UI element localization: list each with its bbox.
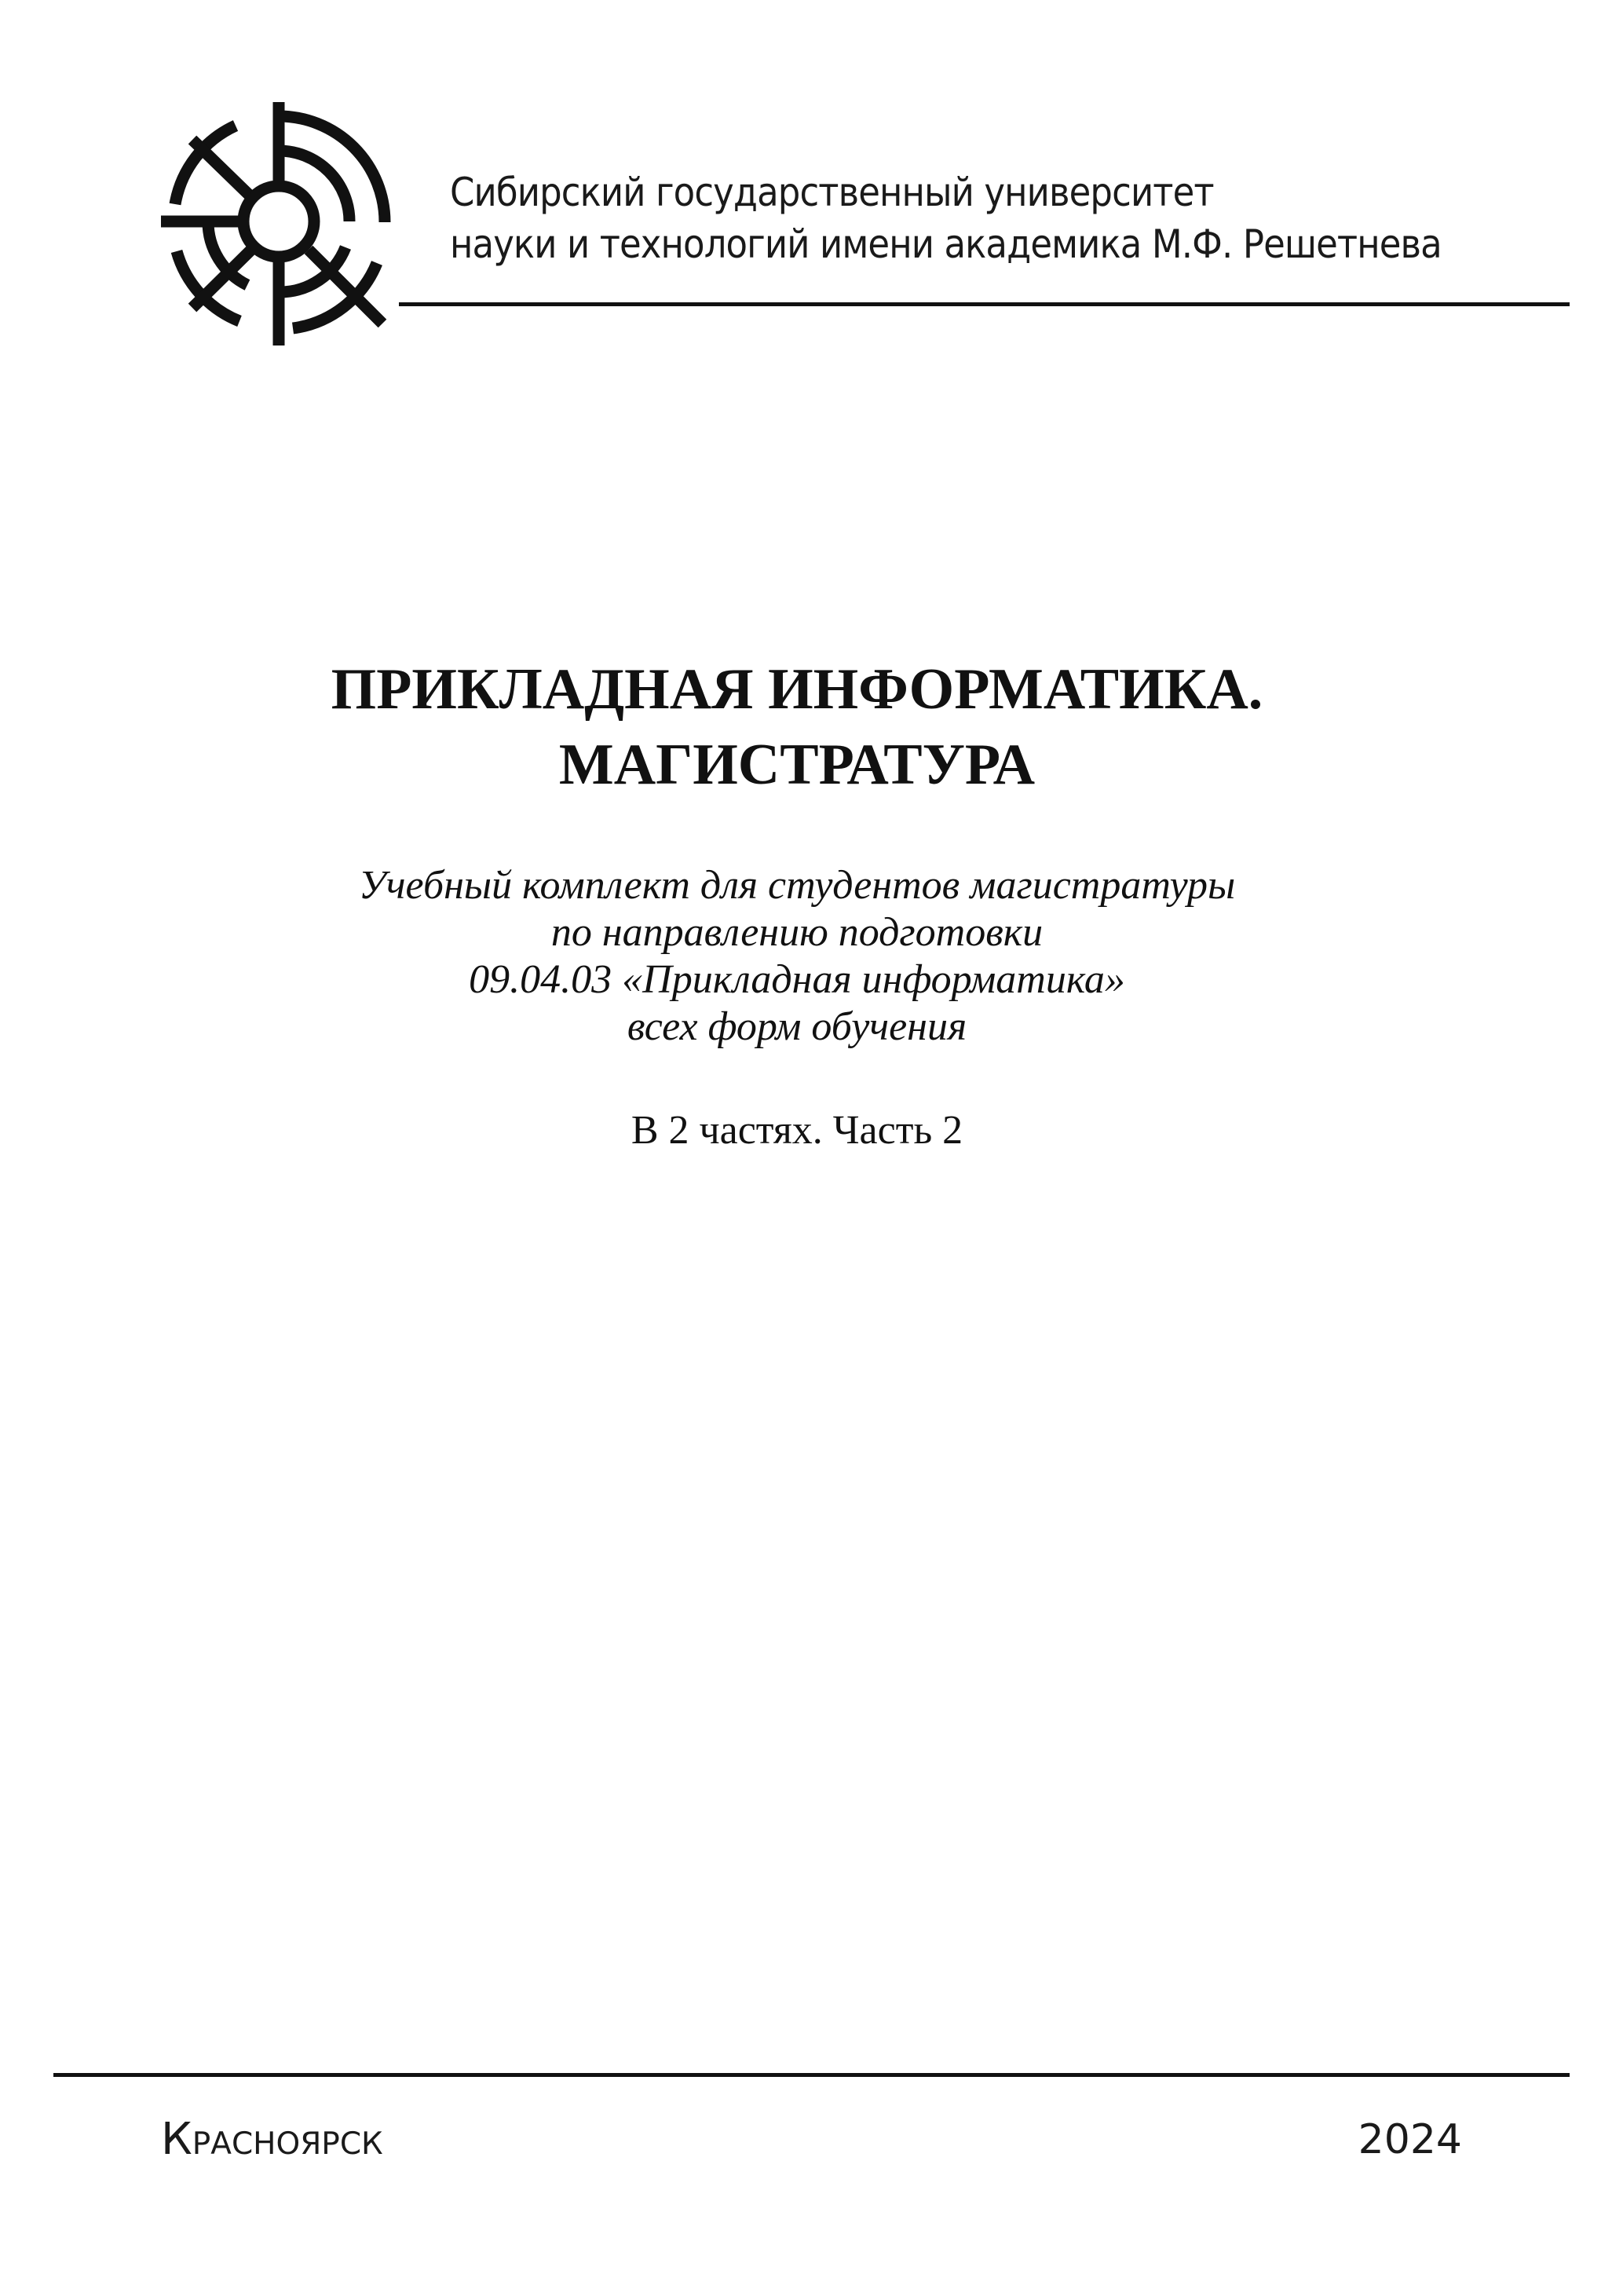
subtitle-line-2: по направлению подготовки <box>550 910 1044 955</box>
subtitle-line-3: 09.04.03 «Прикладная информатика» <box>469 957 1125 1002</box>
title-line-2: МАГИСТРАТУРА <box>558 733 1036 797</box>
footer-divider <box>53 2073 1570 2077</box>
publication-year: 2024 <box>1358 2116 1462 2163</box>
publication-city: Красноярск <box>161 2114 383 2165</box>
volume-part-label: В 2 частях. Часть 2 <box>631 1108 963 1153</box>
title-line-1: ПРИКЛАДНАЯ ИНФОРМАТИКА. <box>331 657 1263 722</box>
document-subtitle <box>0 862 1594 1051</box>
subtitle-line-4: всех форм обучения <box>627 1004 967 1049</box>
university-emblem-icon <box>161 102 397 345</box>
subtitle-line-1: Учебный комплект для студентов магистратуры <box>358 863 1236 908</box>
university-name <box>450 166 1442 270</box>
document-title <box>0 652 1594 803</box>
university-name-line-2: науки и технологий имени академика М.Ф. Решетнева <box>450 221 1442 267</box>
university-name-line-1: Сибирский государственный университет <box>450 170 1214 215</box>
header-divider <box>399 302 1570 306</box>
